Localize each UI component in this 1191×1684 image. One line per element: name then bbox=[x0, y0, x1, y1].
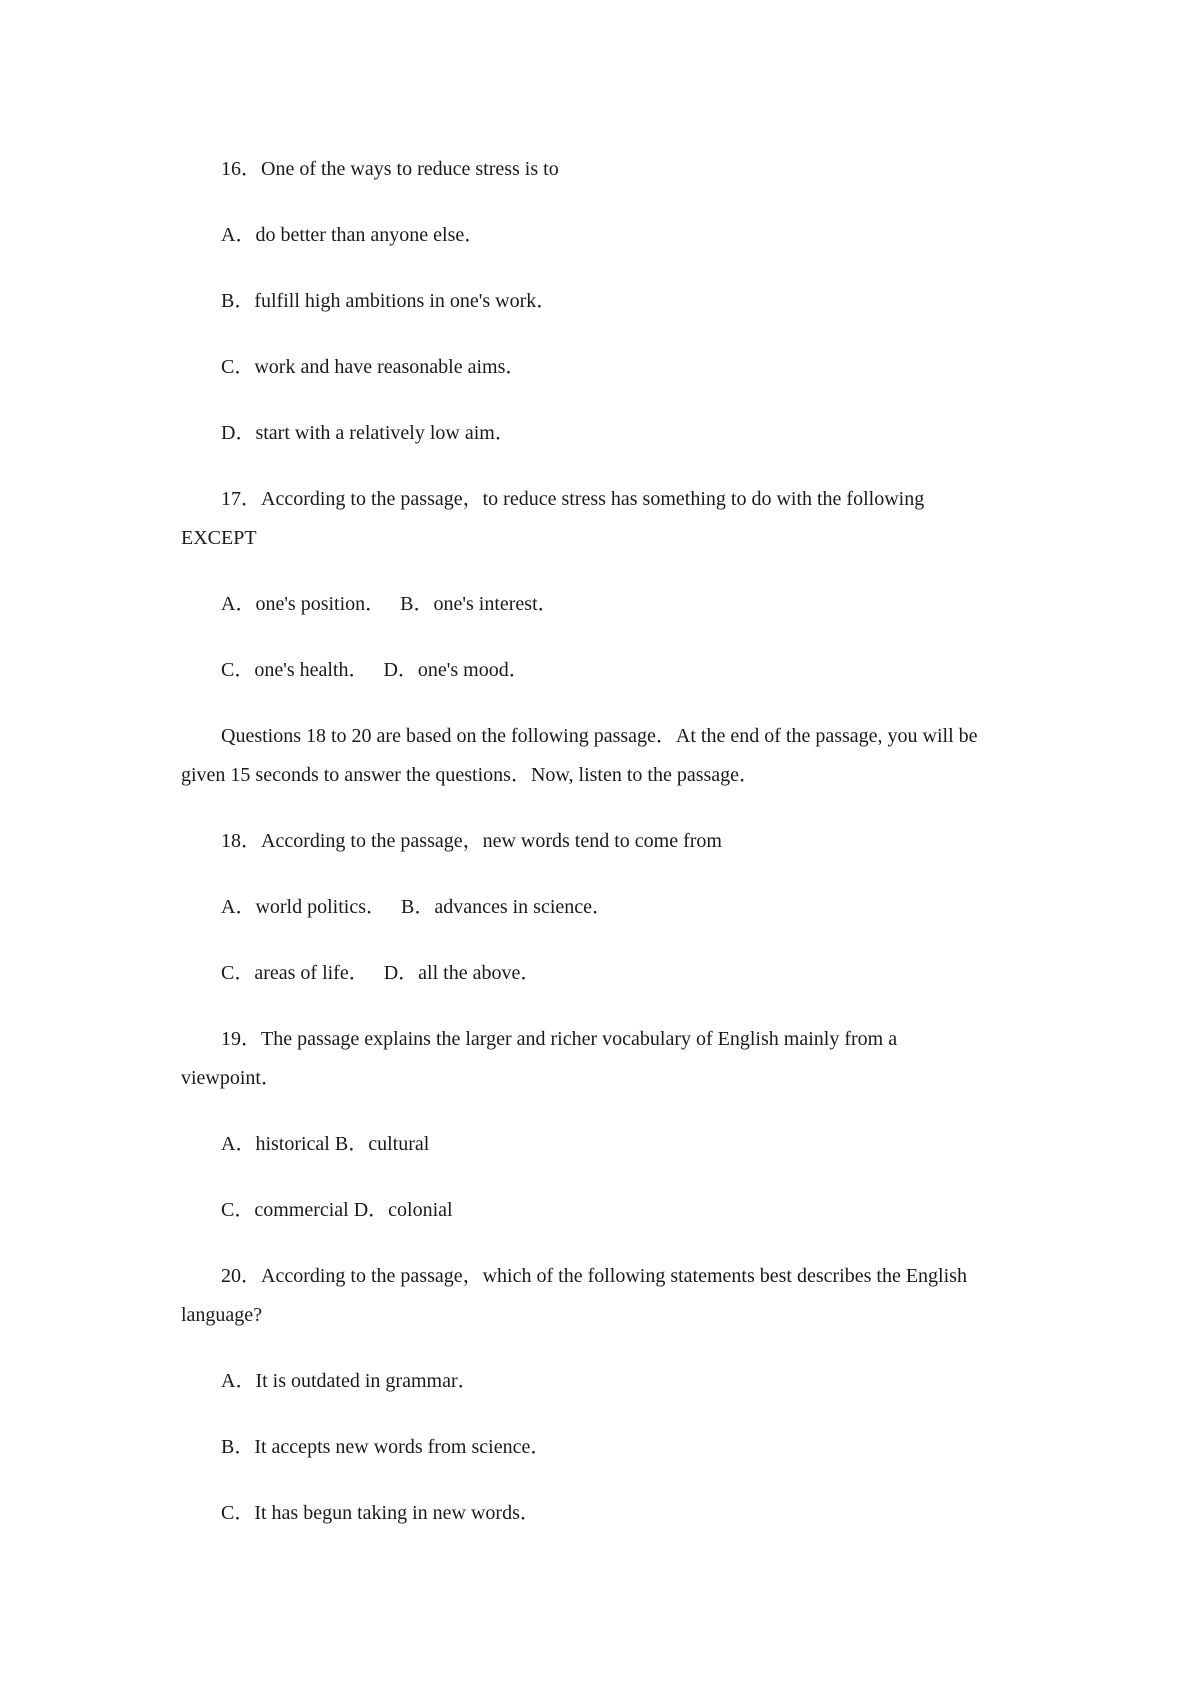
question-16-option-c: C．work and have reasonable aims． bbox=[221, 356, 526, 378]
question-20-stem-line1: 20．According to the passage，which of the following statements best describes the English bbox=[221, 1265, 967, 1287]
question-16-stem: 16．One of the ways to reduce stress is to bbox=[221, 158, 559, 180]
question-20-option-a: A．It is outdated in grammar． bbox=[221, 1370, 478, 1392]
question-16-option-d: D．start with a relatively low aim． bbox=[221, 422, 515, 444]
question-19-options-ab: A．historical B．cultural bbox=[221, 1133, 430, 1155]
question-19-options-cd: C．commercial D．colonial bbox=[221, 1199, 453, 1221]
question-18-options-cd: C．areas of life． D．all the above． bbox=[221, 962, 541, 984]
question-20-option-c: C．It has begun taking in new words． bbox=[221, 1502, 540, 1524]
question-19-stem-line2: viewpoint． bbox=[181, 1067, 281, 1089]
question-17-options-ab: A．one's position． B．one's interest． bbox=[221, 593, 558, 615]
question-16-option-a: A．do better than anyone else． bbox=[221, 224, 485, 246]
question-18-options-ab: A．world politics． B．advances in science． bbox=[221, 896, 613, 918]
question-17-stem-line1: 17．According to the passage，to reduce stress has something to do with the following bbox=[221, 488, 925, 510]
question-20-stem-line2: language? bbox=[181, 1304, 263, 1326]
question-16-option-b: B．fulfill high ambitions in one's work． bbox=[221, 290, 557, 312]
section-instruction-line2: given 15 seconds to answer the questions．Now, listen to the passage． bbox=[181, 764, 760, 786]
section-instruction-line1: Questions 18 to 20 are based on the following passage．At the end of the passage, you will be bbox=[221, 725, 978, 747]
question-17-options-cd: C．one's health． D．one's mood． bbox=[221, 659, 529, 681]
question-18-stem: 18．According to the passage，new words tend to come from bbox=[221, 830, 722, 852]
question-19-stem-line1: 19．The passage explains the larger and richer vocabulary of English mainly from a bbox=[221, 1028, 898, 1050]
question-17-stem-line2: EXCEPT bbox=[181, 527, 257, 549]
question-20-option-b: B．It accepts new words from science． bbox=[221, 1436, 551, 1458]
